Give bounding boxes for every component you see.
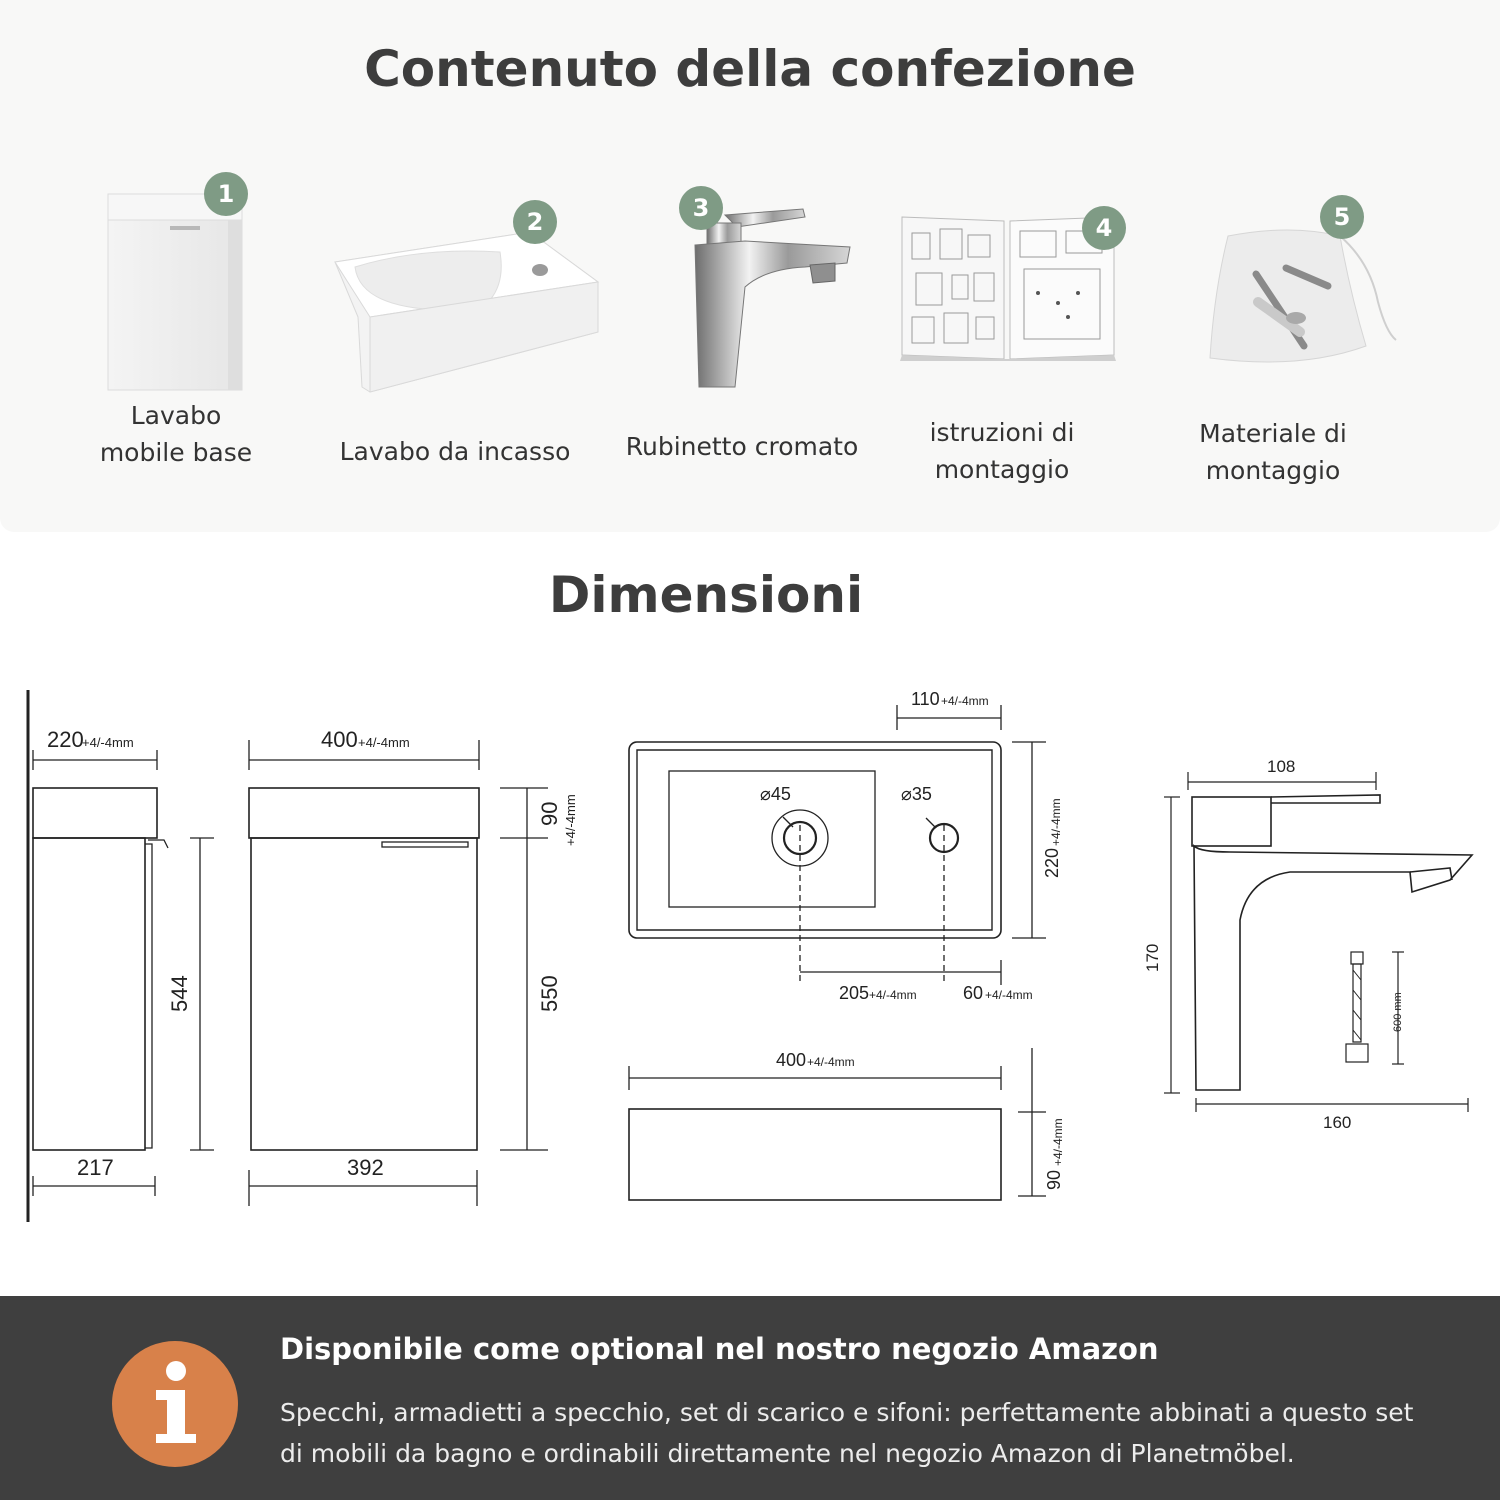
dim-label: 90: [537, 801, 562, 826]
basin-top-drawing: [629, 705, 1046, 985]
item-label: Materiale di montaggio: [1199, 419, 1347, 485]
item-label: istruzioni di montaggio: [929, 418, 1075, 484]
dim-label: 110: [911, 689, 940, 709]
faucet-icon: [685, 205, 860, 390]
dim-label: 160: [1323, 1113, 1352, 1132]
dim-label: 400: [776, 1050, 807, 1070]
notice-heading: Disponibile come optional nel nostro negozio Amazon: [280, 1332, 1159, 1366]
item-label: Rubinetto cromato: [625, 432, 859, 461]
contents-panel: [0, 0, 1500, 532]
item-number-badge: 4: [1082, 206, 1126, 250]
item-number-badge: 2: [513, 200, 557, 244]
dim-label: 600 mm: [1392, 992, 1404, 1032]
dim-label: 90: [1044, 1169, 1064, 1190]
dim-label: 217: [77, 1155, 114, 1180]
dim-label: 108: [1267, 757, 1296, 776]
dim-label: ⌀45: [760, 784, 791, 804]
dim-tolerance: +4/-4mm: [1049, 798, 1063, 846]
item-number-badge: 1: [204, 172, 248, 216]
item-label: Lavabo mobile base: [99, 401, 253, 467]
item-number-badge: 3: [679, 186, 723, 230]
dim-tolerance: +4/-4mm: [563, 794, 578, 846]
dimensions-title: Dimensioni: [548, 566, 864, 624]
dim-label: 400: [321, 727, 358, 752]
dim-label: 220: [1042, 847, 1062, 878]
notice-panel: [0, 1296, 1500, 1500]
contents-title: Contenuto della confezione: [364, 40, 1136, 98]
dim-tolerance: +4/-4mm: [807, 1055, 855, 1069]
cabinet-front-drawing: [249, 740, 548, 1206]
dim-tolerance: +4/-4mm: [82, 735, 134, 750]
dim-label: ⌀35: [901, 784, 932, 804]
dim-label: 544: [167, 975, 192, 1012]
dim-label: 205: [839, 983, 870, 1003]
hardware-bag-icon: [1200, 222, 1400, 370]
notice-text: Specchi, armadietti a specchio, set di scarico e sifoni: perfettamente abbinati a questo set di mobili da bagno e ordinabili direttamente nel negozio Amazon di Planetmöbel.: [280, 1398, 1414, 1468]
dim-label: 60: [963, 983, 984, 1003]
dim-tolerance: +4/-4mm: [985, 988, 1033, 1002]
dim-label: 392: [347, 1155, 384, 1180]
info-icon: [112, 1341, 238, 1467]
dim-tolerance: +4/-4mm: [869, 988, 917, 1002]
washbasin-icon: [330, 222, 605, 397]
dim-tolerance: +4/-4mm: [358, 735, 410, 750]
dim-tolerance: +4/-4mm: [941, 694, 989, 708]
technical-drawing: [0, 640, 1500, 1280]
cabinet-side-drawing: [33, 750, 214, 1196]
basin-front-drawing: [629, 1048, 1046, 1200]
dim-label: 170: [1143, 943, 1162, 972]
faucet-drawing: [1164, 772, 1472, 1112]
item-label: Lavabo da incasso: [339, 437, 571, 466]
cabinet-icon: [100, 186, 250, 396]
dim-label: 220: [47, 727, 84, 752]
dim-tolerance: +4/-4mm: [1051, 1118, 1065, 1166]
item-number-badge: 5: [1320, 195, 1364, 239]
dim-label: 550: [537, 975, 562, 1012]
